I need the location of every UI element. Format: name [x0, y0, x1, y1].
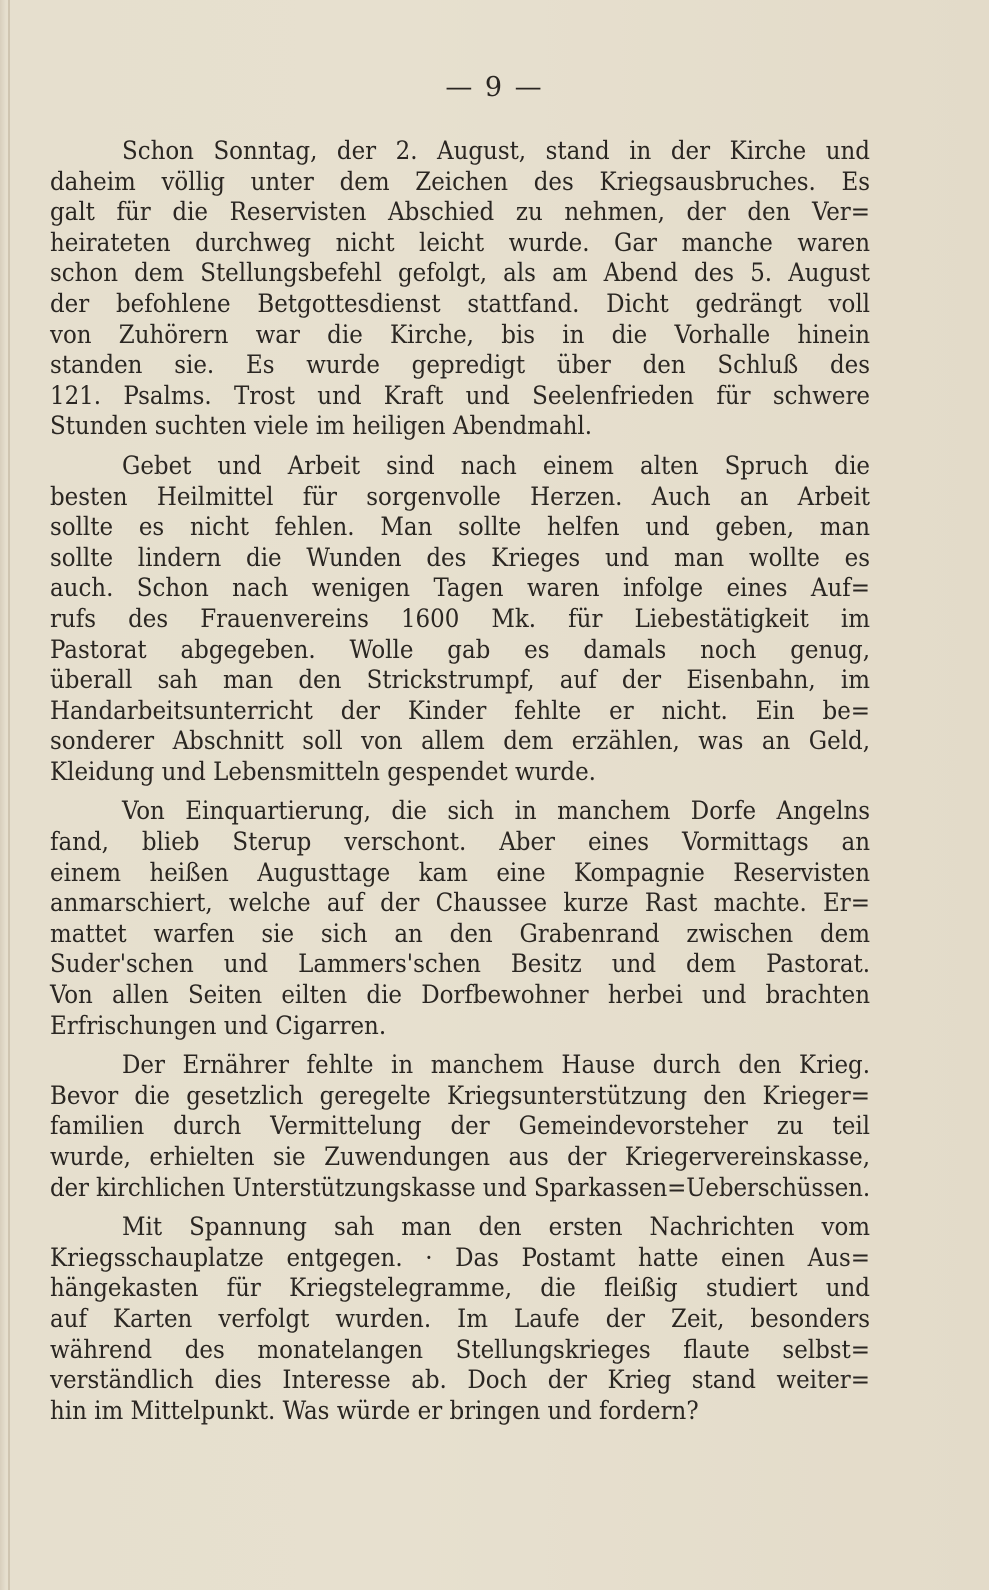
- text-line: auch. Schon nach wenigen Tagen waren infolge eines Auf=: [50, 573, 870, 604]
- text-line: familien durch Vermittelung der Gemeindevorsteher zu teil: [50, 1111, 870, 1142]
- text-line: von Zuhörern war die Kirche, bis in die Vorhalle hinein: [50, 319, 870, 350]
- text-line: Erfrischungen und Cigarren.: [50, 1010, 387, 1041]
- body-text: [50, 136, 870, 1435]
- text-line: fand, blieb Sterup verschont. Aber eines Vormittags an: [50, 827, 870, 858]
- text-line: sollte lindern die Wunden des Krieges und man wollte es: [50, 542, 870, 573]
- text-line: Mit Spannung sah man den ersten Nachrichten vom: [122, 1212, 870, 1243]
- text-line: hin im Mittelpunkt. Was würde er bringen und fordern?: [50, 1395, 699, 1426]
- paragraph: [50, 1212, 870, 1426]
- text-line: mattet warfen sie sich an den Grabenrand zwischen dem: [50, 918, 870, 949]
- text-line: Bevor die gesetzlich geregelte Kriegsunterstützung den Krieger=: [50, 1080, 870, 1111]
- text-line: daheim völlig unter dem Zeichen des Kriegsausbruches. Es: [50, 166, 870, 197]
- text-line: Von Einquartierung, die sich in manchem Dorfe Angelns: [122, 796, 870, 827]
- text-line: anmarschiert, welche auf der Chaussee kurze Rast machte. Er=: [50, 888, 870, 919]
- paragraph: [50, 796, 870, 1041]
- text-line: Von allen Seiten eilten die Dorfbewohner herbei und brachten: [50, 980, 870, 1011]
- text-line: Der Ernährer fehlte in manchem Hause durch den Krieg.: [122, 1050, 870, 1081]
- paragraph: [50, 136, 870, 442]
- text-line: Schon Sonntag, der 2. August, stand in der Kirche und: [122, 136, 870, 166]
- text-line: auf Karten verfolgt wurden. Im Laufe der Zeit, besonders: [50, 1303, 870, 1334]
- text-line: schon dem Stellungsbefehl gefolgt, als am Abend des 5. August: [50, 258, 870, 289]
- text-line: heirateten durchweg nicht leicht wurde. Gar manche waren: [50, 227, 870, 258]
- text-line: sonderer Abschnitt soll von allem dem erzählen, was an Geld,: [50, 726, 870, 757]
- paragraph: [50, 1050, 870, 1203]
- page-number: — 9 —: [445, 72, 544, 103]
- text-line: während des monatelangen Stellungskrieges flaute selbst=: [50, 1334, 870, 1365]
- text-line: rufs des Frauenvereins 1600 Mk. für Liebestätigkeit im: [50, 603, 870, 634]
- text-line: Handarbeitsunterricht der Kinder fehlte er nicht. Ein be=: [50, 695, 870, 726]
- text-line: sollte es nicht fehlen. Man sollte helfen und geben, man: [50, 512, 870, 543]
- text-line: einem heißen Augusttage kam eine Kompagnie Reservisten: [50, 857, 870, 888]
- text-line: Pastorat abgegeben. Wolle gab es damals noch genug,: [50, 634, 870, 665]
- text-line: hängekasten für Kriegstelegramme, die fleißig studiert und: [50, 1273, 870, 1304]
- text-line: Stunden suchten viele im heiligen Abendmahl.: [50, 411, 593, 442]
- text-line: besten Heilmittel für sorgenvolle Herzen. Auch an Arbeit: [50, 481, 870, 512]
- text-line: Kriegsschauplatze entgegen. · Das Postamt hatte einen Aus=: [50, 1242, 870, 1273]
- text-line: wurde, erhielten sie Zuwendungen aus der Kriegervereinskasse,: [50, 1142, 870, 1172]
- text-line: standen sie. Es wurde gepredigt über den Schluß des: [50, 350, 870, 381]
- paragraph: [50, 451, 870, 788]
- text-line: überall sah man den Strickstrumpf, auf der Eisenbahn, im: [50, 665, 870, 696]
- text-line: Gebet und Arbeit sind nach einem alten Spruch die: [122, 450, 870, 481]
- text-line: galt für die Reservisten Abschied zu nehmen, der den Ver=: [50, 197, 870, 228]
- text-line: verständlich dies Interesse ab. Doch der Krieg stand weiter=: [50, 1365, 870, 1396]
- text-line: Suder'schen und Lammers'schen Besitz und dem Pastorat.: [50, 949, 870, 980]
- text-line: Kleidung und Lebensmitteln gespendet wurde.: [50, 756, 596, 787]
- text-line: der befohlene Betgottesdienst stattfand. Dicht gedrängt voll: [50, 288, 870, 319]
- text-line: 121. Psalms. Trost und Kraft und Seelenfrieden für schwere: [50, 380, 870, 411]
- text-line: der kirchlichen Unterstützungskasse und Sparkassen=Ueberschüssen.: [50, 1172, 870, 1203]
